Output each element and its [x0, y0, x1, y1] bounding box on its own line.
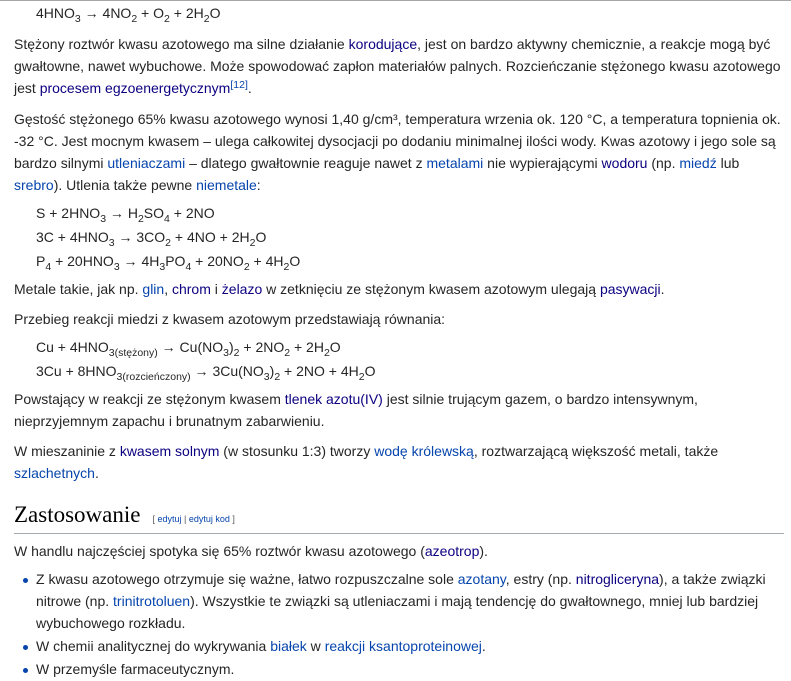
- paragraph-aqua-regia: [14, 440, 784, 484]
- text: – dlatego gwałtownie reaguje nawet z: [185, 155, 427, 171]
- paragraph-copper-intro: [14, 308, 784, 330]
- equation-copper-concentrated: $Cu + 4HNO_{3(stężony)} \to Cu(NO_3)_2 + 2NO_2 + 2H_2O$: [36, 339, 341, 359]
- link-kwas-solny[interactable]: kwasem solnym: [119, 443, 220, 459]
- equation-sulfur: $S + 2HNO_3 \to H_2SO_4 + 2NO$: [36, 205, 215, 225]
- separator: |: [181, 514, 189, 524]
- link-azeotrop[interactable]: azeotrop: [424, 543, 480, 559]
- article-content: [14, 0, 784, 681]
- section-title: Zastosowanie: [14, 502, 141, 527]
- text: W przemyśle farmaceutycznym.: [36, 661, 235, 677]
- equations-copper: [14, 336, 784, 382]
- link-srebro[interactable]: srebro: [14, 177, 54, 193]
- text: ). Wszystkie te związki są utleniaczami i mają tendencję do gwałtownego, mniej lub bardziej wybuchowego rozkładu.: [36, 593, 759, 631]
- text: :: [256, 177, 261, 193]
- text: Z kwasu azotowego otrzymuje się ważne, łatwo rozpuszczalne sole: [36, 571, 458, 587]
- link-azotany[interactable]: azotany: [457, 571, 506, 587]
- list-item: [36, 635, 784, 657]
- paragraph-passivation: [14, 278, 784, 300]
- text: .: [247, 80, 252, 96]
- link-niemetale[interactable]: niemetale: [196, 177, 257, 193]
- text: jest silnie trującym gazem, o bardzo intensywnym, nieprzyjemnym zapachu i brunatnym zabarwieniu.: [14, 391, 698, 429]
- link-reakcja-ksantoproteinowa[interactable]: reakcji ksantoproteinowej: [324, 638, 482, 654]
- edit-link[interactable]: edytuj: [157, 514, 182, 524]
- text: W chemii analitycznej do wykrywania: [36, 638, 271, 654]
- eq-text: + 2H: [169, 5, 204, 21]
- text: ).: [479, 543, 488, 559]
- eq-sub: 2: [131, 12, 138, 25]
- section-heading-zastosowanie: [14, 501, 784, 534]
- paragraph-commerce: [14, 540, 784, 562]
- text: , roztwarzającą większość metali, także: [473, 443, 719, 459]
- link-korodujace[interactable]: korodujące: [348, 36, 418, 52]
- link-trinitrotoluen[interactable]: trinitrotoluen: [113, 593, 191, 609]
- text: i: [210, 281, 222, 297]
- text: Przebieg reakcji miedzi z kwasem azotowym przedstawiają równania:: [14, 311, 446, 327]
- text: ,: [164, 281, 172, 297]
- bracket: [: [152, 514, 158, 524]
- text: ). Utlenia także pewne: [53, 177, 197, 193]
- text: .: [94, 465, 99, 481]
- link-miedz[interactable]: miedź: [679, 155, 717, 171]
- eq-sub: 2: [164, 12, 170, 25]
- equation-phosphorus: $P_4 + 20HNO_3 \to 4H_3PO_4 + 20NO_2 + 4H_2O$: [36, 253, 301, 273]
- equation-decomposition: [36, 2, 784, 24]
- link-nitrogliceryna[interactable]: nitrogliceryna: [575, 571, 660, 587]
- text: ), a także związki nitrowe (np.: [36, 571, 766, 609]
- text: (np.: [647, 155, 680, 171]
- text: , jest on bardzo aktywny chemicznie, a reakcje mogą być gwałtowne, nawet wybuchowe. Może spowodować zapłon materiałów palnych. Rozcieńczanie stężonego kwasu azotowego jest: [14, 36, 781, 96]
- text: Stężony roztwór kwasu azotowego ma silne działanie: [14, 36, 349, 52]
- bracket: ]: [229, 514, 235, 524]
- reference-link-12[interactable]: [12]: [230, 78, 248, 91]
- link-tlenek-azotu-iv[interactable]: tlenek azotu(IV): [284, 391, 383, 407]
- text: w zetknięciu ze stężonym kwasem azotowym ulegają: [262, 281, 600, 297]
- eq-text: O: [209, 5, 221, 21]
- eq-text: 4HNO: [36, 5, 75, 21]
- edit-links: [152, 514, 234, 524]
- text: W handlu najczęściej spotyka się 65% roztwór kwasu azotowego (: [14, 543, 425, 559]
- paragraph-corrosive: [14, 33, 784, 99]
- link-chrom[interactable]: chrom: [171, 281, 211, 297]
- paragraph-nitrogen-dioxide: [14, 388, 784, 432]
- eq-text: → 4NO: [80, 5, 132, 21]
- text: nie wypierającymi: [483, 155, 602, 171]
- eq-sub: 3: [74, 12, 81, 25]
- link-szlachetne[interactable]: szlachetnych: [14, 465, 95, 481]
- text: Gęstość stężonego 65% kwasu azotowego wynosi 1,40 g/cm³, temperatura wrzenia ok. 120 °C, a temperatura topnienia ok. -32 °C. Jest mocnym kwasem – ulega całkowitej dysocjacji po dodaniu minimalnej ilości wody. Kwas azotowy i jego sole są bardzo silnymi: [14, 111, 781, 171]
- link-glin[interactable]: glin: [142, 281, 165, 297]
- text: .: [660, 281, 665, 297]
- edit-source-link[interactable]: edytuj kod: [188, 514, 230, 524]
- text: .: [481, 638, 486, 654]
- list-item: [36, 568, 784, 634]
- link-bialka[interactable]: białek: [270, 638, 307, 654]
- text: (w stosunku 1:3) tworzy: [219, 443, 375, 459]
- text: Powstający w reakcji ze stężonym kwasem: [14, 391, 285, 407]
- link-utleniacze[interactable]: utleniaczami: [107, 155, 186, 171]
- paragraph-density: [14, 108, 784, 196]
- link-woda-krolewska[interactable]: wodę królewską: [374, 443, 474, 459]
- link-pasywacja[interactable]: pasywacji: [599, 281, 661, 297]
- eq-sub: 2: [203, 12, 210, 25]
- text: lub: [716, 155, 740, 171]
- link-zelazo[interactable]: żelazo: [221, 281, 263, 297]
- text: Metale takie, jak np.: [14, 281, 143, 297]
- equation-copper-diluted: $3Cu + 8HNO_{3(rozcieńczony)} \to 3Cu(NO_3)_2 + 2NO + 4H_2O$: [36, 363, 376, 383]
- list-item: [36, 658, 784, 680]
- equation-carbon: $3C + 4HNO_3 \to 3CO_2 + 4NO + 2H_2O$: [36, 229, 267, 249]
- link-proces-egzoenergetyczny[interactable]: procesem egzoenergetycznym: [39, 80, 231, 96]
- uses-list: [14, 568, 784, 680]
- equations-nonmetals: [14, 202, 784, 272]
- link-wodor[interactable]: wodoru: [601, 155, 648, 171]
- eq-text: + O: [137, 5, 165, 21]
- text: , estry (np.: [505, 571, 576, 587]
- link-metale[interactable]: metalami: [426, 155, 484, 171]
- text: w: [306, 638, 325, 654]
- text: W mieszaninie z: [14, 443, 120, 459]
